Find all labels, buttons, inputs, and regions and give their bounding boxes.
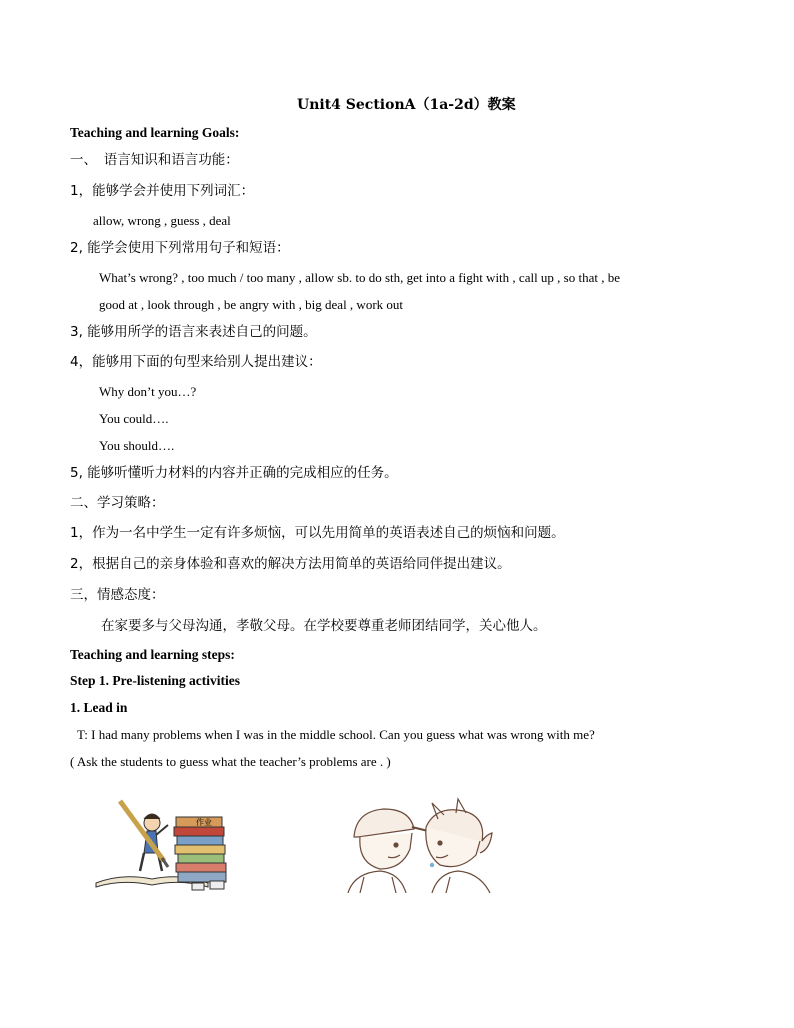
steps-heading: Teaching and learning steps:: [70, 647, 235, 662]
two-kids-illustration: [340, 797, 498, 893]
strategy-item-2: 2，根据自己的亲身体验和喜欢的解决方法用简单的英语给同伴提出建议。: [70, 556, 511, 572]
step-1-heading: Step 1. Pre-listening activities: [70, 673, 240, 688]
section-2-heading: 二、学习策略：: [70, 495, 165, 511]
goals-heading: Teaching and learning Goals:: [70, 125, 240, 140]
note-line: ( Ask the students to guess what the teacher’s problems are . ): [70, 754, 391, 769]
pattern-2: You could….: [99, 411, 169, 426]
page-title: Unit4 SectionA（1a-2d）教案: [297, 97, 516, 113]
goal-item-1: 1，能够学会并使用下列词汇：: [70, 183, 255, 199]
section-3-heading: 三，情感态度：: [70, 587, 165, 603]
pattern-1: Why don’t you…?: [99, 384, 197, 399]
attitude-text: 在家要多与父母沟通，孝敬父母。在学校要尊重老师团结同学，关心他人。: [101, 618, 547, 634]
pattern-3: You should….: [99, 438, 175, 453]
book-label: 作业: [196, 818, 212, 827]
lead-in-heading: 1. Lead in: [70, 700, 128, 715]
phrases-line-2: good at , look through , be angry with , big deal , work out: [99, 297, 404, 312]
phrases-line-1: What’s wrong? , too much / too many , allow sb. to do sth, get into a fight with , call up , so that , be: [99, 270, 621, 285]
goal-item-4: 4，能够用下面的句型来给别人提出建议：: [70, 354, 322, 370]
teacher-line: T: I had many problems when I was in the middle school. Can you guess what was wrong with me?: [77, 727, 595, 742]
vocab-list: allow, wrong , guess , deal: [93, 213, 231, 228]
strategy-item-1: 1，作为一名中学生一定有许多烦恼，可以先用简单的英语表述自己的烦恼和问题。: [70, 525, 565, 541]
homework-books-illustration: [92, 795, 242, 893]
goal-item-2: 2, 能学会使用下列常用句子和短语：: [70, 240, 290, 256]
goal-item-3: 3, 能够用所学的语言来表述自己的问题。: [70, 324, 317, 340]
goal-item-5: 5, 能够听懂听力材料的内容并正确的完成相应的任务。: [70, 465, 398, 481]
section-1-heading: 一、 语言知识和语言功能：: [70, 152, 239, 168]
